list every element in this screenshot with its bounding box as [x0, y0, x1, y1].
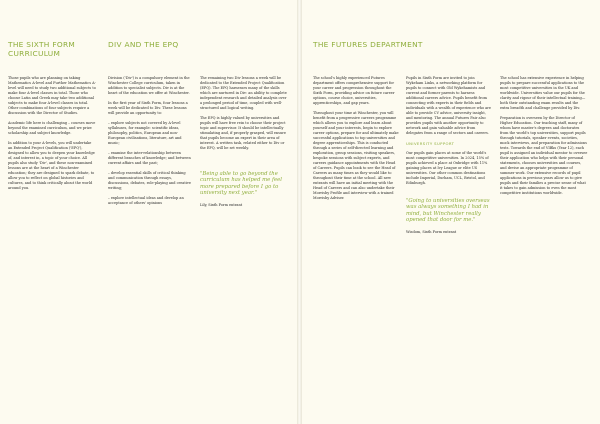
university-column: [500, 76, 588, 201]
left-page: [0, 0, 297, 424]
paragraph: Those pupils who are planning on taking Mathematics A-level and Further Mathematics A-level will need to study two additional subjects to make four A-level classes in total. Those who choose Latin and Greek may take two additional subjects to make four A-level classes in total. Other combinations of four subjects require a discussion with the Director of Studies.: [8, 76, 96, 115]
pull-quote: "Going to universities overseas was always something I had in mind, but Winchester really opened that door for me.": [406, 198, 490, 223]
paragraph: In addition to your A-levels, you will undertake an Extended Project Qualification ('EPQ'), designed to allow you to deepen your knowledge of, and interest in, a topic of your choice. All pupils also study 'Div', and these non-examined lessons are at the heart of a Winchester education; they are designed to spark debate, to allow you to reflect on global histories and cultures, and to think critically about the world around you.: [8, 141, 95, 190]
list-item: – develop essential skills of critical thinking and communication through essays, discussions, debates, role-playing and creative writing;: [108, 171, 191, 190]
paragraph: The school's highly experienced Futures department offers comprehensive support for your career and progression throughout the Sixth Form, providing advice on future career options, course choice, universities, apprenticeships, and gap years.: [313, 76, 395, 105]
paragraph: In the first year of Sixth Form, four lessons a week will be dedicated to Div. These lessons will provide an opportunity to:: [108, 101, 188, 115]
subheading-university-support: UNIVERSITY SUPPORT: [406, 141, 455, 146]
list-item: – examine the inter-relationship between different branches of knowledge; and between current affairs and the past;: [108, 151, 191, 165]
heading-futures-department: THE FUTURES DEPARTMENT: [313, 40, 423, 49]
paragraph: Preparation is overseen by the Director of Higher Education. Our teaching staff, many of whom have master's degrees and doctorates from the world's top universities, support pupils through tutorials, speaker events, societies, mock interviews, and preparation for admissions tests. Towards the end of VIBks (Year 12), each pupil is assigned an individual mentor to oversee their application who helps with their personal statements, chooses universities and courses, and devise an appropriate programme of summer work. Our extensive records of pupil applications in previous years allow us to give pupils and their families a precise sense of what it takes to gain admission to even the most competitive institutions worldwide.: [500, 116, 588, 195]
paragraph: Our pupils gain places at some of the world's most competitive universities. In 2024, 15% of pupils achieved a place at Oxbridge with 11% gaining places at Ivy League or elite US universities. Our other common destinations include Imperial, Durham, UCL, Bristol, and Edinburgh.: [406, 151, 489, 185]
right-page: [302, 0, 600, 424]
epq-column: [200, 76, 288, 208]
div-column: [108, 76, 192, 211]
quote-attribution: Lily, Sixth Form entrant: [200, 203, 243, 208]
paragraph: The remaining two Div lessons a week will be dedicated to the Extended Project Qualification (EPQ). The EPQ harnesses many of the skills which are nurtured in Div: an ability to complete independent research and detailed analysis over a prolonged period of time, coupled with well-structured and logical writing.: [200, 76, 287, 110]
paragraph: Academic life here is challenging – courses move beyond the examined curriculum, and we prize scholarship and subject knowledge.: [8, 121, 96, 135]
paragraph: Division ('Div') is a compulsory element in the Winchester College curriculum, taken in addition to specialist subjects. Div is at the heart of the education we offer at Winchester.: [108, 76, 190, 95]
pull-quote: "Being able to go beyond the curriculum has helped me feel more prepared before I go to university next year.": [200, 171, 282, 196]
futures-column: [313, 76, 399, 206]
curriculum-column: [8, 76, 96, 196]
heading-div-epq: DIV AND THE EPQ: [108, 40, 179, 49]
paragraph: The EPQ is highly valued by universities and pupils will have free rein to choose their project topic and supervisor. It should be intellectually stimulating and, if properly grasped, will ensure that pupils become an expert in their area of interest. A written task, related either to Div or the EPQ, will be set weekly.: [200, 116, 286, 150]
heading-sixth-form-curriculum: THE SIXTH FORM CURRICULUM: [8, 40, 76, 58]
paragraph: Throughout your time at Winchester, you will benefit from a progressive careers programme which allows you to explore and learn about yourself and your interests, begin to explore career options, prepare for and ultimately make successful applications to top universities and degree apprenticeships. This is conducted through a series of self-directed learning and exploration, group sessions, visiting speakers, bespoke sessions with subject experts, and careers guidance appointments with the Head of Careers. Pupils can book to see the Head of Careers as many times as they would like to throughout their time at the school. All new entrants will have an initial meeting with the Head of Careers and can also undertake their Morrisby Profile and interview with a trained Morrisby Adviser.: [313, 111, 399, 200]
links-column: [406, 76, 493, 235]
quote-attribution: Wisdom, Sixth Form entrant: [406, 230, 457, 235]
paragraph: Pupils in Sixth Form are invited to join Wykeham Links, a networking platform for pupils to connect with Old Wykehamists and current and former parents to harness additional careers advice. Pupils benefit from connecting with experts in their fields and individuals with a wealth of experience who are able to provide CV advice, university insight, and mentoring. The annual Futures Fair also provides pupils with another opportunity to network and gain valuable advice from delegates from a range of sectors and careers.: [406, 76, 492, 135]
paragraph: The school has extensive experience in helping pupils to prepare successful applications to the most competitive universities in the UK and worldwide. Universities value our pupils for the clarity and rigour of their intellectual training—both their outstanding exam results and the extra breadth and challenge provided by Div.: [500, 76, 586, 110]
list-item: – explore intellectual ideas and develop an acceptance of others' opinions: [108, 196, 184, 205]
list-item: – explore subjects not covered by A-level syllabuses, for example: scientific ideas, philosophy, politics, European and non-European civilisations, literature, art and music;: [108, 121, 182, 145]
